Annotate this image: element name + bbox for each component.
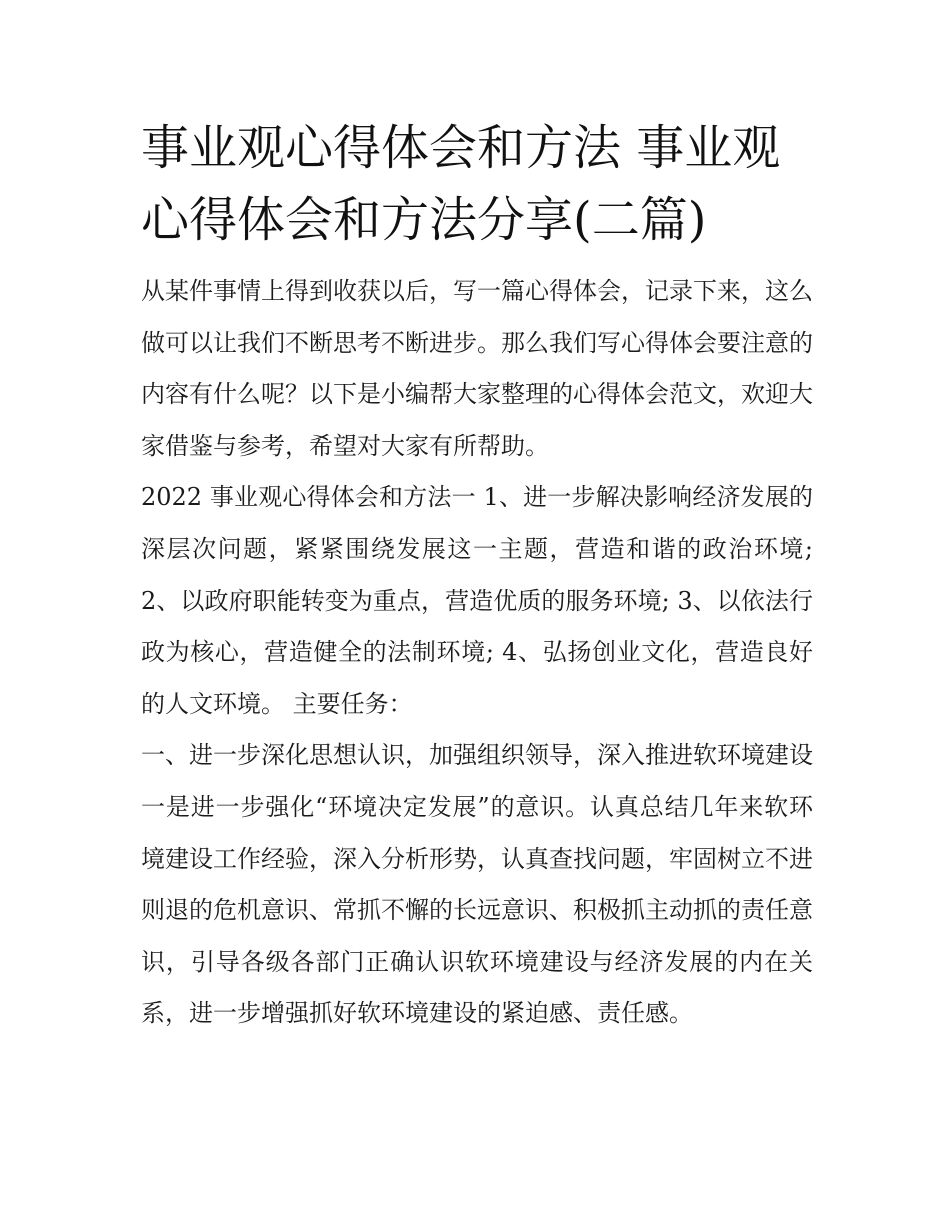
section-heading-one: 一、进一步深化思想认识，加强组织领导，深入推进软环境建设: [141, 741, 813, 770]
document-title: 事业观心得体会和方法 事业观心得体会和方法分享(二篇): [141, 120, 781, 248]
document-body: [141, 112, 813, 1040]
point-one-paragraph: 一是进一步强化“环境决定发展”的意识。认真总结几年来软环境建设工作经验，深入分析形势，认真查找问题，牢固树立不进则退的危机意识、常抓不懈的长远意识、积极抓主动抓的责任意识，引导各级各部门正确认识软环境建设与经济发展的内在关系，进一步增强抓好软环境建设的紧迫感、责任感。: [141, 792, 813, 1028]
intro-paragraph: 从某件事情上得到收获以后，写一篇心得体会，记录下来，这么做可以让我们不断思考不断进步。那么我们写心得体会要注意的内容有什么呢？以下是小编帮大家整理的心得体会范文，欢迎大家借鉴与参考，希望对大家有所帮助。: [141, 277, 813, 460]
method-one-paragraph: 2022 事业观心得体会和方法一 1、进一步解决影响经济发展的深层次问题，紧紧围绕发展这一主题，营造和谐的政治环境; 2、以政府职能转变为重点，营造优质的服务环境; 3、以依法行政为核心，营造健全的法制环境; 4、弘扬创业文化，营造良好的人文环境。 主要任务：: [141, 483, 813, 718]
